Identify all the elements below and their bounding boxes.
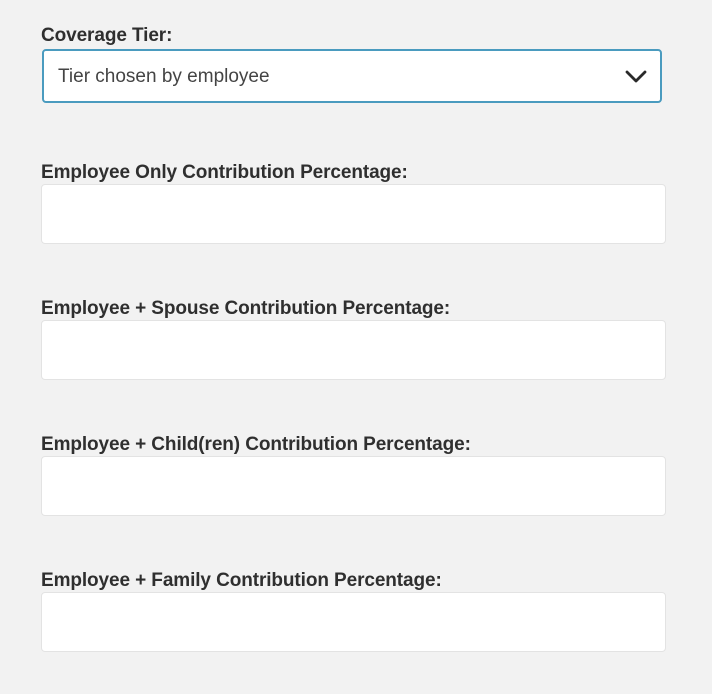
coverage-tier-selected-value: Tier chosen by employee bbox=[58, 66, 270, 87]
employee-spouse-label: Employee + Spouse Contribution Percentage: bbox=[41, 298, 451, 319]
employee-children-percentage-input[interactable] bbox=[41, 456, 666, 516]
employee-children-label: Employee + Child(ren) Contribution Percentage: bbox=[41, 434, 471, 455]
employee-only-percentage-input[interactable] bbox=[41, 184, 666, 244]
employee-family-label: Employee + Family Contribution Percentage: bbox=[41, 570, 442, 591]
chevron-down-icon[interactable] bbox=[624, 65, 648, 89]
coverage-tier-select[interactable] bbox=[42, 49, 662, 103]
employee-spouse-percentage-input[interactable] bbox=[41, 320, 666, 380]
employee-only-label: Employee Only Contribution Percentage: bbox=[41, 162, 408, 183]
employee-family-percentage-input[interactable] bbox=[41, 592, 666, 652]
coverage-tier-label: Coverage Tier: bbox=[41, 25, 173, 46]
